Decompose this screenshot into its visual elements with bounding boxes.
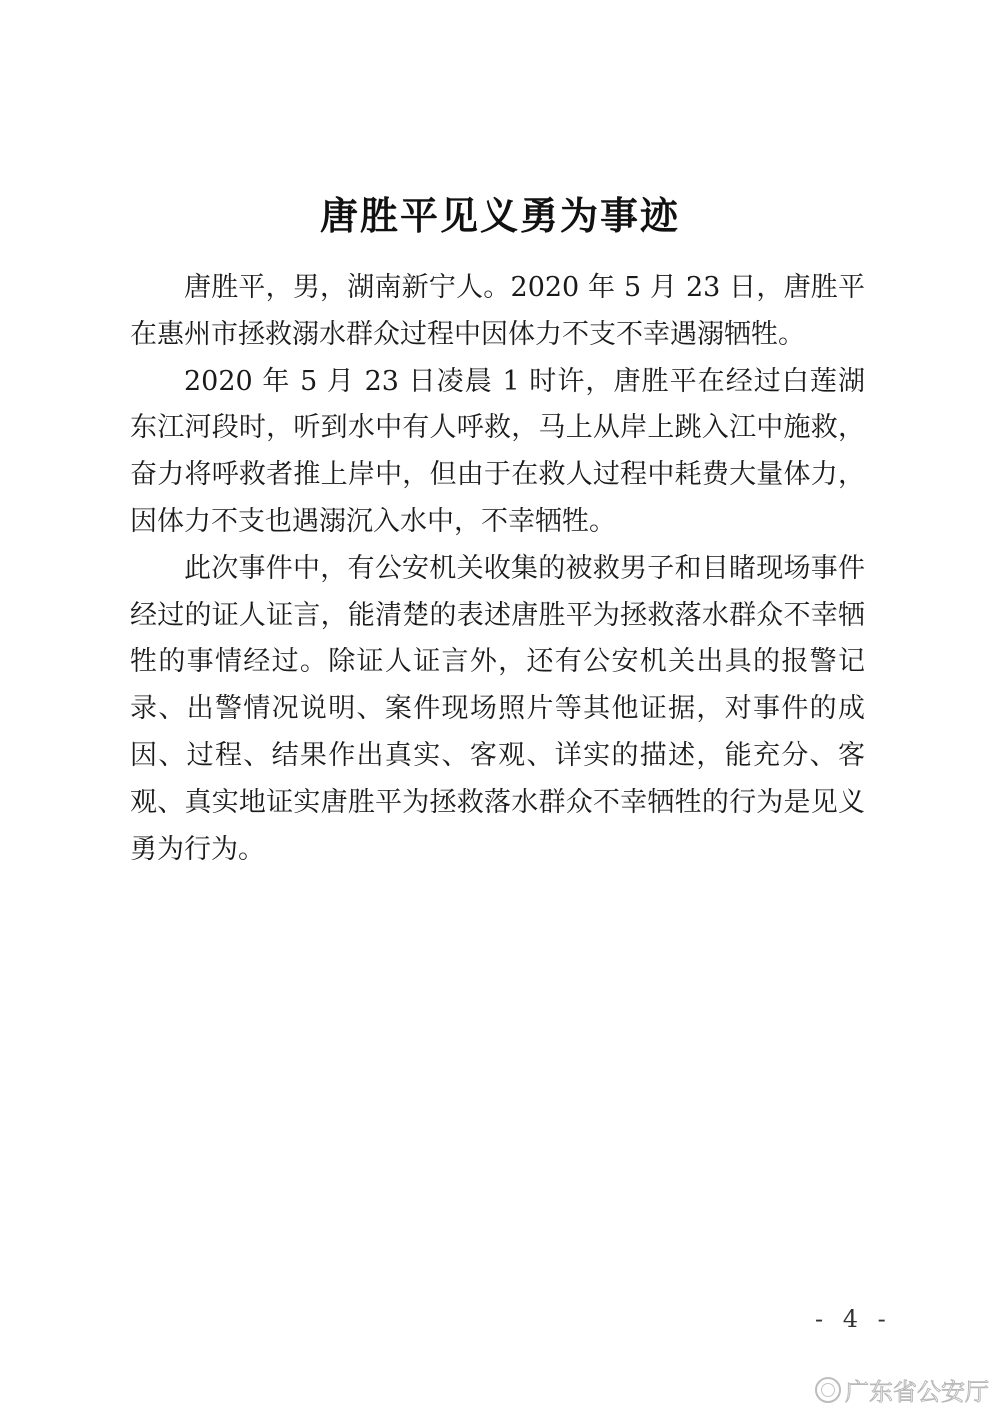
police-badge-icon	[815, 1377, 841, 1403]
paragraph-2: 2020 年 5 月 23 日凌晨 1 时许，唐胜平在经过白莲湖东江河段时，听到水中有人呼救，马上从岸上跳入江中施救，奋力将呼救者推上岸中，但由于在救人过程中耗费大量体力，因体力不支也遇溺沉入水中，不幸牺牲。	[130, 365, 865, 537]
document-body	[130, 265, 865, 873]
page-number: - 4 -	[815, 1305, 892, 1333]
document-title: 唐胜平见义勇为事迹	[319, 193, 680, 239]
paragraph-1: 唐胜平，男，湖南新宁人。2020 年 5 月 23 日，唐胜平在惠州市拯救溺水群众过程中因体力不支不幸遇溺牺牲。	[130, 272, 865, 350]
watermark-text: 广东省公安厅	[845, 1378, 989, 1406]
paragraph-3: 此次事件中，有公安机关收集的被救男子和目睹现场事件经过的证人证言，能清楚的表述唐胜平为拯救落水群众不幸牺牲的事情经过。除证人证言外，还有公安机关出具的报警记录、出警情况说明、案件现场照片等其他证据，对事件的成因、过程、结果作出真实、客观、详实的描述，能充分、客观、真实地证实唐胜平为拯救落水群众不幸牺牲的行为是见义勇为行为。	[130, 552, 865, 865]
watermark	[815, 1372, 989, 1407]
